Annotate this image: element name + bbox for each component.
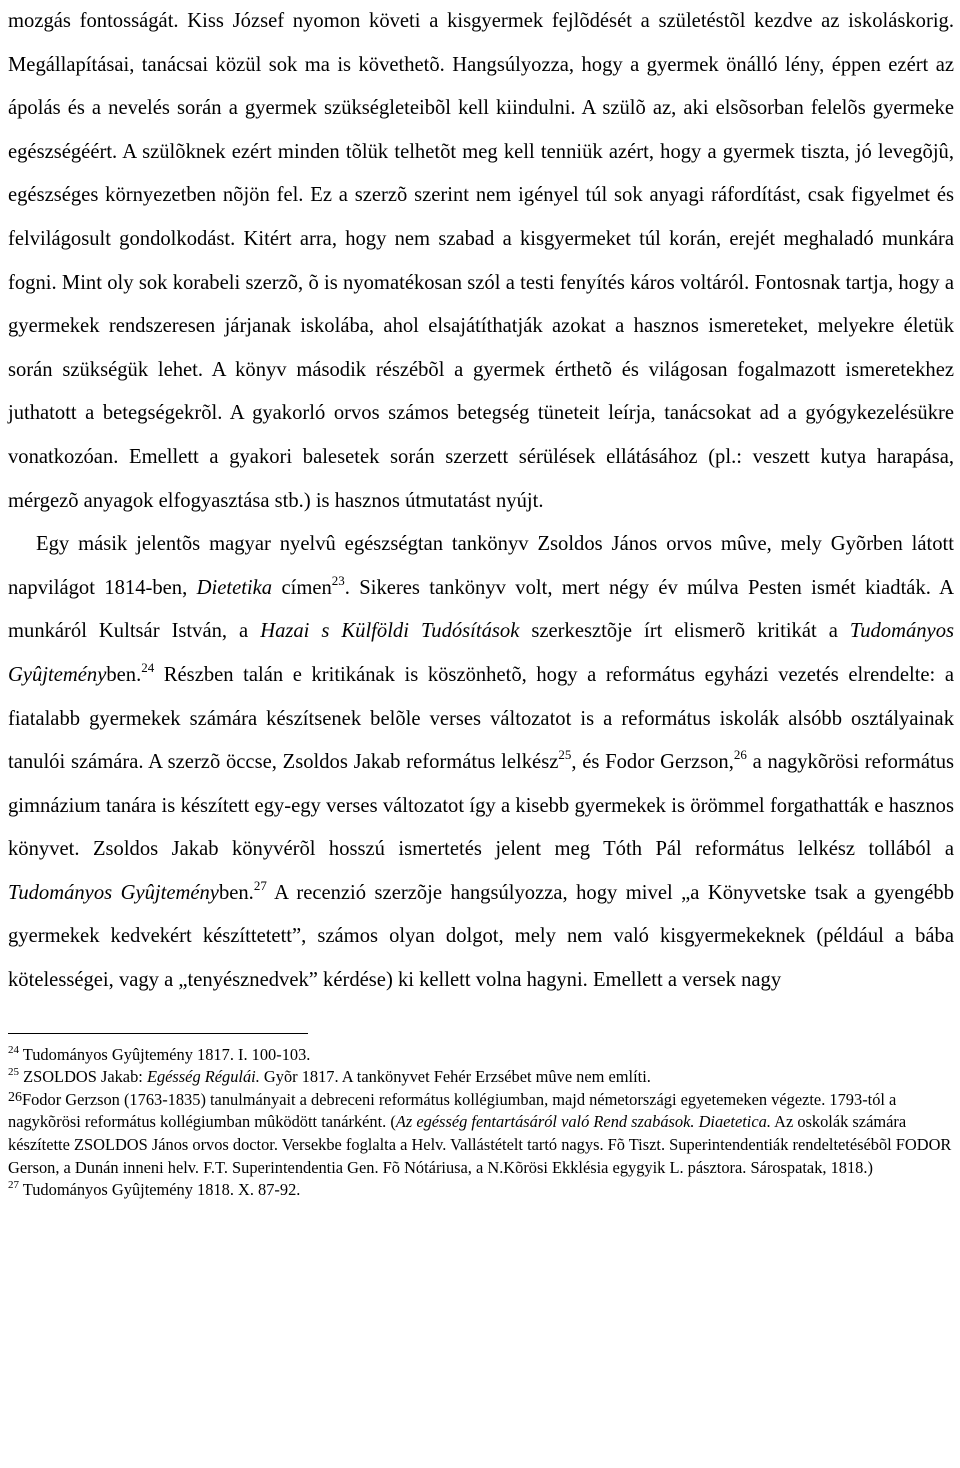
footnote-text: Gyõr 1817. A tankönyvet Fehér Erzsébet mûve nem említi.	[259, 1067, 651, 1087]
paragraph-text: ben.	[218, 881, 254, 904]
footnote-text: Az oskolák számára készítette ZSOLDOS János orvos doctor. Versekbe foglalta a Helv. Vallástételt tartó nagys. Fõ Tiszt. Superintendentiák rendeltetésébõl FODOR Gerson, a Dunán inneni helv. F.T. Superintendentia Gen. Fõ Nótáriusa, a N.Kõrösi Ekklésia egygyik L. pásztora. Sárospatak, 1818.)	[8, 1112, 952, 1177]
body-text	[8, 0, 954, 1003]
footnote-text: Fodor Gerzson (1763-1835) tanulmányait a debreceni református kollégiumban, majd németországi egyetemeken végezte. 1793-tól a nagykõrösi református kollégiumban mûködött tanárként. (	[8, 1089, 897, 1132]
paragraph-text: szerkesztõje írt elismerõ kritikát a	[519, 620, 850, 643]
footnote-divider	[8, 1033, 308, 1034]
footnote-ref-27[interactable]: 27	[253, 877, 267, 893]
paragraph-text: a nagykõrösi református gimnázium tanára is készített egy-egy verses változatot így a kisebb gyermekek is örömmel forgathatták e hasznos könyvet. Zsoldos Jakab könyvérõl hosszú ismertetés jelent meg Tóth Pál református lelkész tollából a	[8, 751, 954, 861]
footnote-number: 26	[8, 1089, 22, 1105]
footnotes	[8, 1044, 954, 1202]
footnote-number: 24	[8, 1043, 19, 1056]
paragraph-1	[8, 0, 954, 523]
journal-title: Tudományos Gyûjtemény	[8, 881, 219, 904]
footnote-27	[8, 1179, 954, 1202]
footnote-text: ZSOLDOS Jakab:	[19, 1067, 147, 1087]
journal-title: Tudományos Gyûjtemény	[8, 620, 954, 686]
paragraph-2	[8, 523, 954, 1003]
footnote-ref-24[interactable]: 24	[141, 659, 155, 675]
paragraph-text: , és Fodor Gerzson,	[571, 751, 734, 774]
paragraph-text: ben.	[106, 663, 142, 686]
footnote-number: 27	[8, 1179, 19, 1192]
footnote-ref-25[interactable]: 25	[558, 747, 572, 763]
footnote-book-title: Az egésség fentartásáról való Rend szabások. Diaetetica.	[395, 1112, 771, 1132]
footnote-book-title: Egésség Régulái.	[146, 1067, 260, 1087]
footnote-24	[8, 1044, 954, 1067]
footnote-25	[8, 1066, 954, 1089]
footnote-ref-26[interactable]: 26	[733, 747, 747, 763]
paragraph-text: címen	[272, 576, 332, 599]
book-title-dietetika: Dietetika	[196, 576, 273, 599]
footnote-ref-23[interactable]: 23	[331, 572, 345, 588]
paragraph-text: Részben talán e kritikának is köszönhetõ, hogy a református egyházi vezetés elrendelte: a fiatalabb gyermekek számára készítsenek belõle verses változatot is a református iskolák alsóbb osztályainak tanulói számára. A szerzõ öccse, Zsoldos Jakab református lelkész	[8, 663, 954, 774]
footnote-number: 25	[8, 1066, 19, 1079]
paragraph-text: A recenzió szerzõje hangsúlyozza, hogy mivel „a Könyvetske tsak a gyengébb gyermekek kedvekért készíttetett”, számos olyan dolgot, mely nem való kisgyermekeknek (például a bába kötelességei, vagy a „tenyésznedvek” kérdése) ki kellett volna hagyni. Emellett a versek nagy	[8, 881, 955, 992]
paragraph-text: Egy másik jelentõs magyar nyelvû egészségtan tankönyv Zsoldos János orvos mûve, mely Gyõrben látott napvilágot 1814-ben,	[8, 533, 954, 599]
footnote-text: Tudományos Gyûjtemény 1817. I. 100-103.	[19, 1044, 311, 1064]
footnote-text: Tudományos Gyûjtemény 1818. X. 87-92.	[19, 1180, 301, 1200]
footnote-26	[8, 1089, 954, 1179]
journal-title: Hazai s Külföldi Tudósítások	[260, 620, 520, 643]
paragraph-text: mozgás fontosságát. Kiss József nyomon követi a kisgyermek fejlõdését a születéstõl kezdve az iskoláskorig. Megállapításai, tanácsai közül sok ma is követhetõ. Hangsúlyozza, hogy a gyermek önálló lény, éppen ezért az ápolás és a nevelés során a gyermek szükségleteibõl kell kiindulni. A szülõ az, aki elsõsorban felelõs gyermeke egészségéért. A szülõknek ezért minden tõlük telhetõt meg kell tenniük azért, hogy a gyermek tiszta, jó levegõjû, egészséges környezetben nõjön fel. Ez a szerzõ szerint nem igényel túl sok anyagi ráfordítást, csak figyelmet és felvilágosult gondolkodást. Kitért arra, hogy nem szabad a kisgyermeket túl korán, erejét meghaladó munkára fogni. Mint oly sok korabeli szerzõ, õ is nyomatékosan szól a testi fenyítés káros voltáról. Fontosnak tartja, hogy a gyermekek rendszeresen járjanak iskolába, ahol elsajátíthatják azokat a hasznos ismereteket, melyekre életük során szükségük lehet. A könyv második részébõl a gyermek érthetõ és világosan fogalmazott ismeretekhez juthatott a betegségekrõl. A gyakorló orvos számos betegség tüneteit leírja, tanácsokat ad a gyógykezelésükre vonatkozóan. Emellett a gyakori balesetek során szerzett sérülések ellátásához (pl.: veszett kutya harapása, mérgezõ anyagok elfogyasztása stb.) is hasznos útmutatást nyújt.	[8, 10, 954, 512]
paragraph-text: . Sikeres tankönyv volt, mert négy év múlva Pesten ismét kiadták. A munkáról Kultsár István, a	[8, 576, 954, 643]
document-page	[8, 0, 954, 1202]
